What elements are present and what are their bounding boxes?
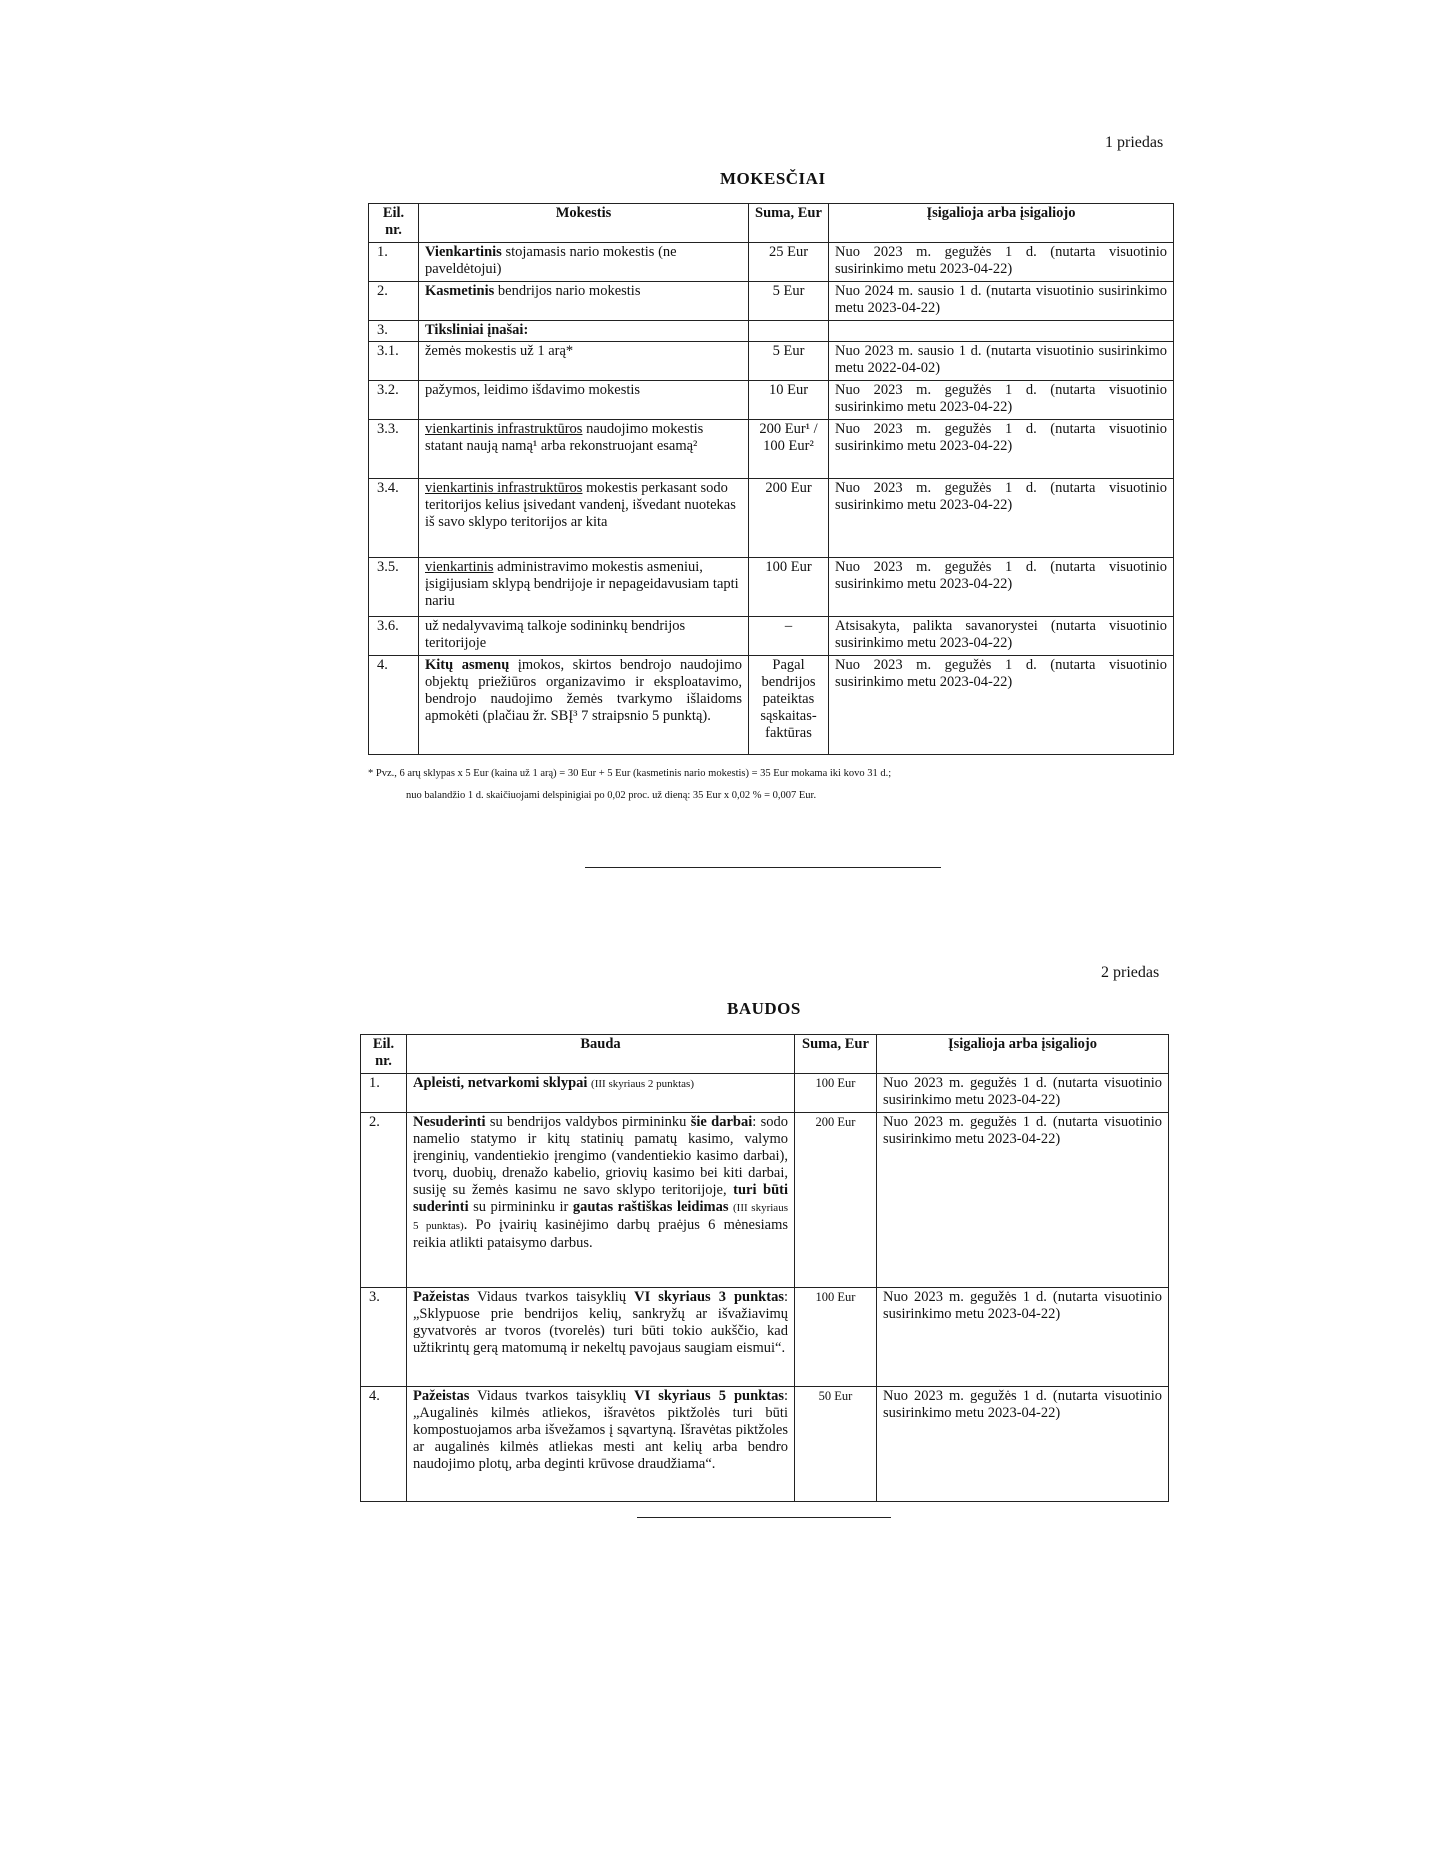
fines-table-header	[361, 1035, 1169, 1074]
fine-row-number: 2.	[361, 1113, 407, 1288]
annex1-title: MOKESČIAI	[720, 169, 826, 188]
fee-name-underlined: vienkartinis	[425, 559, 494, 575]
fee-row-name	[419, 656, 749, 755]
fee-row-effective: Nuo 2023 m. gegužės 1 d. (nutarta visuotinio susirinkimo metu 2023-04-22)	[829, 381, 1174, 420]
fee-row-sum: –	[749, 617, 829, 656]
fee-row-number: 3.5.	[369, 558, 419, 617]
fee-row	[369, 282, 1174, 321]
fee-row-effective: Nuo 2023 m. gegužės 1 d. (nutarta visuotinio susirinkimo metu 2023-04-22)	[829, 558, 1174, 617]
fee-row-number: 3.	[369, 321, 419, 342]
fees-table	[368, 203, 1174, 755]
fee-name-bold: Kasmetinis	[425, 283, 495, 299]
fee-row-sum: Pagal bendrijos pateiktas sąskaitas-faktūras	[749, 656, 829, 755]
fee-name-text: bendrijos nario mokestis	[494, 283, 641, 299]
footnote-penalty: nuo balandžio 1 d. skaičiuojami delspinigiai po 0,02 proc. už dieną: 35 Eur x 0,02 % = 0,007 Eur.	[406, 790, 817, 801]
fee-name-text: įmokos, skirtos bendrojo naudojimo objektų priežiūros organizavimo ir eksploatavimo, bendrojo naudojimo žemės tvarkymo išlaidoms apmokėti (plačiau žr. SBĮ³ 7 straipsnio 5 punktą).	[425, 657, 742, 724]
fee-row-sum: 200 Eur	[749, 479, 829, 558]
fee-row-effective: Nuo 2023 m. gegužės 1 d. (nutarta visuotinio susirinkimo metu 2023-04-22)	[829, 479, 1174, 558]
fine-row-description: Apleisti, netvarkomi sklypai (III skyriaus 2 punktas)	[407, 1074, 795, 1113]
footnote-example: * Pvz., 6 arų sklypas x 5 Eur (kaina už 1 arą) = 30 Eur + 5 Eur (kasmetinis nario mokestis) = 35 Eur mokama iki kovo 31 d.;	[368, 768, 892, 779]
fee-row	[369, 243, 1174, 282]
fee-row-name	[419, 479, 749, 558]
fine-row-description: Nesuderinti su bendrijos valdybos pirmininku šie darbai: sodo namelio statymo ir kitų statinių pamatų kasimo, valymo įrenginių, vandentiekio įrengimo (vandentiekio kasimo darbai), tvorų, duobių, drenažo kabelio, griovių kasimo bei kiti darbai, susiję su žemės kasimu ne savo sklypo teritorijoje, turi būti suderinti su pirmininku ir gautas raštiškas leidimas (III skyriaus 5 punktas). Po įvairių kasinėjimo darbų praėjus 6 mėnesiams reikia atlikti pataisymo darbus.	[407, 1113, 795, 1288]
fee-row-name	[419, 282, 749, 321]
fine-row-sum: 100 Eur	[795, 1288, 877, 1387]
fee-row-name	[419, 381, 749, 420]
fee-name-text: žemės mokestis už 1 arą*	[425, 343, 574, 359]
fine-row-number: 3.	[361, 1288, 407, 1387]
col-header-effective: Įsigalioja arba įsigaliojo	[877, 1035, 1169, 1074]
fee-row-effective	[829, 321, 1174, 342]
fee-row-sum: 25 Eur	[749, 243, 829, 282]
fee-row-effective: Nuo 2024 m. sausio 1 d. (nutarta visuotinio susirinkimo metu 2023-04-22)	[829, 282, 1174, 321]
fee-row-sum: 5 Eur	[749, 342, 829, 381]
fee-name-text: stojamasis nario mokestis (ne paveldėtojui)	[425, 244, 677, 277]
fee-row-number: 3.1.	[369, 342, 419, 381]
fine-row-number: 1.	[361, 1074, 407, 1113]
col-header-effective: Įsigalioja arba įsigaliojo	[829, 204, 1174, 243]
fee-name-text: administravimo mokestis asmeniui, įsigijusiam sklypą bendrijoje ir nepageidavusiam tapti nariu	[425, 559, 739, 609]
fee-name-text: naudojimo mokestis statant naują namą¹ arba rekonstruojant esamą²	[425, 421, 704, 454]
fee-row-effective: Nuo 2023 m. gegužės 1 d. (nutarta visuotinio susirinkimo metu 2023-04-22)	[829, 656, 1174, 755]
section-divider-2	[637, 1517, 891, 1518]
fee-row-number: 3.2.	[369, 381, 419, 420]
annex2-label: 2 priedas	[1101, 964, 1160, 981]
fine-row-sum: 100 Eur	[795, 1074, 877, 1113]
fees-table-header	[369, 204, 1174, 243]
fee-row-sum: 5 Eur	[749, 282, 829, 321]
fee-row-name	[419, 243, 749, 282]
fine-row	[361, 1113, 1169, 1288]
fine-row	[361, 1074, 1169, 1113]
fee-row-sum: 200 Eur¹ / 100 Eur²	[749, 420, 829, 479]
fee-name-text: už nedalyvavimą talkoje sodininkų bendrijos teritorijoje	[425, 618, 686, 651]
fine-row-effective: Nuo 2023 m. gegužės 1 d. (nutarta visuotinio susirinkimo metu 2023-04-22)	[877, 1074, 1169, 1113]
fee-row-name	[419, 558, 749, 617]
fine-row-sum: 200 Eur	[795, 1113, 877, 1288]
fee-row-sum: 100 Eur	[749, 558, 829, 617]
col-header-name: Bauda	[407, 1035, 795, 1074]
fee-row-number: 3.4.	[369, 479, 419, 558]
fee-name-underlined: vienkartinis infrastruktūros	[425, 480, 583, 496]
fee-name-text: mokestis perkasant sodo teritorijos kelius įsivedant vandenį, išvedant nuotekas iš savo sklypo teritorijos ar kita	[425, 480, 736, 530]
col-header-sum: Suma, Eur	[795, 1035, 877, 1074]
fine-row-number: 4.	[361, 1387, 407, 1502]
fee-name-text: pažymos, leidimo išdavimo mokestis	[425, 382, 641, 398]
fee-row-effective: Nuo 2023 m. sausio 1 d. (nutarta visuotinio susirinkimo metu 2022-04-02)	[829, 342, 1174, 381]
fee-row	[369, 558, 1174, 617]
col-header-no: Eil. nr.	[361, 1035, 407, 1074]
fines-table	[360, 1034, 1169, 1502]
col-header-sum: Suma, Eur	[749, 204, 829, 243]
fee-name-bold: Tiksliniai įnašai:	[425, 322, 529, 338]
fee-row-sum	[749, 321, 829, 342]
fee-row-sum: 10 Eur	[749, 381, 829, 420]
annex1-label: 1 priedas	[1105, 134, 1164, 151]
fee-row	[369, 342, 1174, 381]
fee-row-number: 3.3.	[369, 420, 419, 479]
fine-row-effective: Nuo 2023 m. gegužės 1 d. (nutarta visuotinio susirinkimo metu 2023-04-22)	[877, 1288, 1169, 1387]
fine-row-effective: Nuo 2023 m. gegužės 1 d. (nutarta visuotinio susirinkimo metu 2023-04-22)	[877, 1387, 1169, 1502]
fee-row	[369, 321, 1174, 342]
fee-row-name	[419, 342, 749, 381]
fine-row-description: Pažeistas Vidaus tvarkos taisyklių VI skyriaus 5 punktas: „Augalinės kilmės atliekos, išravėtos piktžolės turi būti kompostuojamos arba išvežamos į sąvartyną. Išravėtas piktžoles ar augalinės kilmės atliekas mesti ant kelių arba bendro naudojimo plotų, arba deginti krūvose draudžiama“.	[407, 1387, 795, 1502]
fine-row-description: Pažeistas Vidaus tvarkos taisyklių VI skyriaus 3 punktas: „Sklypuose prie bendrijos kelių, sankryžų ar išvažiavimų gyvatvorės ar tvoros (tvorelės) turi būti tokio aukščio, kad užtikrintų gerą matomumą ir nekeltų pavojaus saugiam eismui“.	[407, 1288, 795, 1387]
fee-name-underlined: vienkartinis infrastruktūros	[425, 421, 583, 437]
fine-row	[361, 1288, 1169, 1387]
section-divider-1	[585, 867, 941, 868]
fee-name-bold: Vienkartinis	[425, 244, 502, 260]
fee-row-effective: Nuo 2023 m. gegužės 1 d. (nutarta visuotinio susirinkimo metu 2023-04-22)	[829, 420, 1174, 479]
fee-row-number: 4.	[369, 656, 419, 755]
fee-row-name	[419, 321, 749, 342]
fee-row-number: 1.	[369, 243, 419, 282]
fine-row-sum: 50 Eur	[795, 1387, 877, 1502]
annex2-title: BAUDOS	[727, 999, 801, 1018]
fee-row-number: 2.	[369, 282, 419, 321]
fee-row	[369, 656, 1174, 755]
fee-name-bold: Kitų asmenų	[425, 657, 510, 673]
fee-row-effective: Nuo 2023 m. gegužės 1 d. (nutarta visuotinio susirinkimo metu 2023-04-22)	[829, 243, 1174, 282]
fine-row-effective: Nuo 2023 m. gegužės 1 d. (nutarta visuotinio susirinkimo metu 2023-04-22)	[877, 1113, 1169, 1288]
fee-row-number: 3.6.	[369, 617, 419, 656]
fine-row	[361, 1387, 1169, 1502]
fee-row	[369, 479, 1174, 558]
fee-row-name	[419, 617, 749, 656]
fee-row	[369, 420, 1174, 479]
col-header-no: Eil. nr.	[369, 204, 419, 243]
fee-row-name	[419, 420, 749, 479]
fee-row	[369, 381, 1174, 420]
fee-row-effective: Atsisakyta, palikta savanorystei (nutarta visuotinio susirinkimo metu 2023-04-22)	[829, 617, 1174, 656]
col-header-name: Mokestis	[419, 204, 749, 243]
fee-row	[369, 617, 1174, 656]
